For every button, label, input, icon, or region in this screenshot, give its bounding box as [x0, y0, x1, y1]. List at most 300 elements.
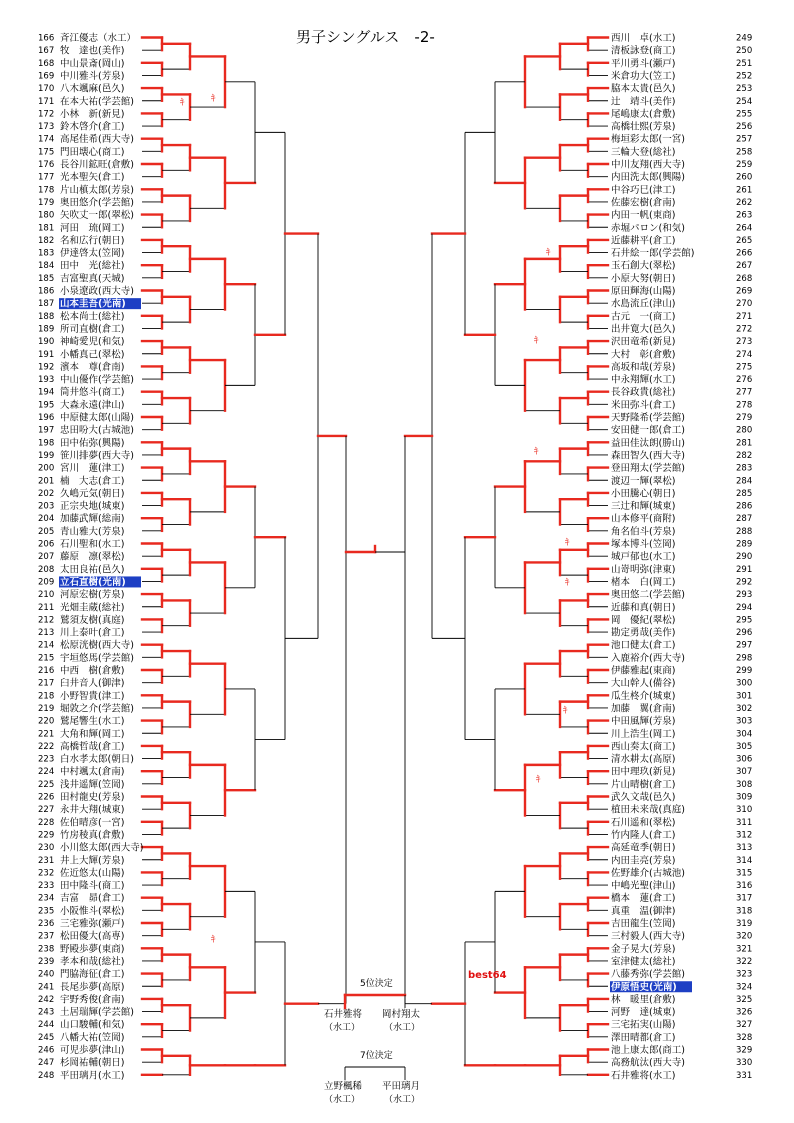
entry-number: 308: [736, 779, 753, 790]
player-name: 平田璃月(水工): [60, 1070, 125, 1082]
player-name: 登田翔太(学芸館): [611, 463, 685, 475]
entry-number: 260: [736, 172, 753, 183]
entry-number: 245: [38, 1032, 55, 1043]
entry-number: 282: [736, 450, 753, 461]
player-name: 山口駿輔(和気): [60, 1019, 125, 1031]
player-name: 八幡大祐(笠岡): [60, 1032, 125, 1044]
player-name: 筒井悠斗(商工): [60, 387, 125, 399]
entry-number: 327: [736, 1020, 753, 1031]
entry-number: 270: [736, 299, 753, 310]
entry-number: 257: [736, 134, 753, 145]
entry-number: 178: [38, 185, 55, 196]
entry-number: 217: [38, 678, 55, 689]
entry-number: 311: [736, 817, 753, 828]
player-name: 内田圭亮(芳泉): [611, 855, 676, 867]
player-name: 近藤和真(朝日): [611, 602, 676, 614]
entry-number: 231: [38, 855, 55, 866]
player-name: 可児歩夢(津山): [60, 1045, 125, 1056]
entry-number: 316: [736, 881, 753, 892]
player-name: 池口健太(倉工): [611, 640, 676, 652]
entry-number: 284: [736, 476, 753, 487]
entry-number: 175: [38, 147, 55, 158]
entry-number: 239: [38, 956, 55, 967]
player-name: 小野智貴(津工): [60, 690, 125, 702]
entry-number: 232: [38, 868, 55, 879]
entry-number: 216: [38, 666, 55, 676]
player-name: 孝本和哉(総社): [60, 956, 125, 968]
player-name: 高橋壮熙(芳泉): [611, 121, 676, 133]
player-name: 山本圭吾(光南): [60, 298, 126, 310]
player-name: 鷲須友樹(真庭): [60, 614, 125, 626]
player-name: 正宗央地(城東): [60, 501, 125, 513]
player-name: 西山奏太(商工): [611, 741, 676, 753]
seventh-right-name: 平田璃月: [382, 1081, 421, 1092]
entry-number: 294: [736, 602, 753, 613]
player-name: 田中理玖(新見): [611, 766, 676, 778]
player-name: 伊原悟史(光南): [611, 981, 677, 993]
entry-number: 173: [38, 122, 55, 133]
player-name: 斉江優志（水工）: [60, 33, 137, 44]
bracket-mark: ｷ: [565, 538, 570, 548]
entry-number: 203: [38, 501, 55, 512]
player-name: 西川 卓(水工): [611, 33, 676, 44]
entry-number: 322: [736, 956, 753, 967]
entry-number: 183: [38, 248, 55, 259]
fifth-place-match: [324, 977, 421, 1033]
player-name: 三村毅人(西大寺): [611, 931, 685, 943]
entry-number: 326: [736, 1007, 753, 1018]
entry-number: 286: [736, 501, 753, 512]
entry-number: 244: [38, 1020, 55, 1031]
player-name: 松田優大(高専): [60, 931, 125, 943]
entry-number: 324: [736, 982, 753, 993]
player-name: 中永翔輝(水工): [611, 374, 676, 386]
player-name: 宇野秀俊(倉南): [60, 994, 125, 1006]
entry-number: 318: [736, 906, 753, 917]
player-name: 松原洸樹(西大寺): [60, 640, 134, 652]
player-name: 中谷巧巳(津工): [611, 184, 676, 196]
player-name: 中山優作(学芸館): [60, 374, 134, 386]
entry-number: 213: [38, 628, 55, 639]
entry-number: 223: [38, 754, 55, 765]
player-name: 大山幹人(備谷): [611, 678, 676, 690]
entry-number: 276: [736, 375, 753, 386]
right-draw: [610, 32, 752, 1081]
player-name: 室津健太(総社): [611, 956, 676, 968]
player-name: 矢吹丈一郎(翠松): [60, 210, 134, 222]
entry-number: 198: [38, 438, 55, 449]
entry-number: 320: [736, 931, 753, 942]
player-name: 大角和輝(岡工): [60, 728, 125, 740]
entry-number: 309: [736, 792, 753, 803]
player-name: 伊藤雅起(東商): [611, 665, 676, 677]
player-name: 塚本博斗(笠岡): [611, 539, 676, 550]
entry-number: 206: [38, 539, 55, 550]
player-name: 内田洗太郎(興陽): [611, 172, 685, 184]
player-name: 浅井遥輝(笠岡): [60, 779, 125, 791]
player-name: 清板詠登(商工): [611, 45, 676, 57]
bracket-mark: ｷ: [546, 248, 551, 258]
player-name: 吉富聖真(天城): [60, 273, 125, 285]
player-name: 光本聖矢(倉工): [60, 172, 125, 184]
entry-number: 218: [38, 691, 55, 702]
entry-number: 268: [736, 273, 753, 284]
entry-number: 313: [736, 843, 753, 854]
entry-number: 220: [38, 716, 55, 727]
entry-number: 241: [38, 982, 55, 993]
player-name: 楮本 白(岡工): [611, 576, 676, 588]
entry-number: 272: [736, 324, 753, 335]
entry-number: 184: [38, 261, 55, 272]
player-name: 林 暖里(倉敷): [611, 994, 676, 1006]
bracket-mark: ｷ: [536, 775, 541, 785]
entry-number: 247: [38, 1058, 55, 1069]
player-name: 所司直樹(倉工): [60, 323, 125, 335]
entry-number: 293: [736, 590, 753, 601]
player-name: 名和広行(朝日): [60, 235, 125, 247]
player-name: 鷲尾響生(水工): [60, 716, 125, 728]
player-name: 田中隆斗(商工): [60, 880, 125, 892]
player-name: 武久文哉(邑久): [611, 792, 676, 803]
player-name: 古元 一(商工): [611, 311, 676, 323]
player-name: 赤堀パロン(和気): [611, 222, 685, 234]
player-name: 八木颯麻(邑久): [60, 83, 125, 95]
player-name: 奥田悠二(学芸館): [611, 589, 685, 601]
player-name: 川上浩生(岡工): [611, 728, 676, 740]
entry-number: 290: [736, 552, 753, 563]
entry-number: 171: [38, 96, 55, 107]
entry-number: 219: [38, 703, 55, 714]
entry-number: 234: [38, 893, 55, 904]
entry-number: 273: [736, 337, 753, 348]
entry-number: 281: [736, 438, 753, 449]
player-name: 安田健一郎(倉工): [611, 425, 685, 437]
player-name: 濱本 尊(倉南): [60, 361, 125, 373]
player-name: 米田弥斗(倉工): [611, 399, 676, 411]
entry-number: 267: [736, 261, 753, 272]
entry-number: 261: [736, 185, 753, 196]
player-name: 玉石創大(翠松): [611, 260, 676, 272]
player-name: 杉岡祐輔(朝日): [60, 1057, 125, 1069]
entry-number: 233: [38, 881, 55, 892]
entry-number: 328: [736, 1032, 753, 1043]
entry-number: 200: [38, 463, 55, 474]
player-name: 三宅拓実(山陽): [611, 1019, 676, 1031]
entry-number: 182: [38, 235, 55, 246]
player-name: 澤田晴都(倉工): [611, 1032, 676, 1044]
player-name: 高坂和哉(芳泉): [611, 361, 676, 373]
player-name: 青山雅大(芳泉): [60, 526, 125, 538]
player-name: 小原大努(朝日): [611, 273, 676, 285]
entry-number: 287: [736, 514, 753, 525]
entry-number: 256: [736, 122, 753, 133]
player-name: 佐近悠太(山陽): [60, 867, 125, 879]
entry-number: 312: [736, 830, 753, 841]
entry-number: 192: [38, 362, 55, 373]
entry-number: 330: [736, 1058, 753, 1069]
player-name: 光畑圭蔵(総社): [60, 602, 125, 614]
entry-number: 207: [38, 552, 55, 563]
entry-number: 237: [38, 931, 55, 942]
entry-number: 172: [38, 109, 55, 120]
entry-number: 246: [38, 1045, 55, 1056]
player-name: 加藤 翼(倉南): [611, 703, 676, 715]
entry-number: 236: [38, 919, 55, 929]
player-name: 金子晃大(芳泉): [611, 943, 676, 955]
player-name: 田中佑弥(興陽): [60, 437, 125, 449]
left-draw: [38, 32, 143, 1081]
entry-number: 301: [736, 691, 753, 702]
entry-number: 209: [38, 577, 55, 588]
entry-number: 169: [38, 71, 55, 82]
entry-number: 186: [38, 286, 55, 297]
player-name: 小泉遼政(西大寺): [60, 286, 134, 297]
player-name: 高尾佳希(西大寺): [60, 134, 134, 146]
player-name: 小阪惟斗(翠松): [60, 905, 125, 917]
entry-number: 321: [736, 944, 753, 955]
entry-number: 317: [736, 893, 753, 904]
entry-number: 298: [736, 653, 753, 664]
fifth-right-name: 岡村翔太: [382, 1009, 421, 1020]
player-name: 小川悠太郎(西大寺): [60, 842, 144, 854]
seventh-place-label: 7位決定: [360, 1051, 393, 1061]
entry-number: 331: [736, 1070, 753, 1081]
entry-number: 288: [736, 526, 753, 537]
player-name: 加藤武輝(総南): [60, 513, 125, 525]
bracket-mark: ｷ: [211, 935, 216, 945]
player-name: 石川聖和(水工): [60, 539, 125, 550]
entry-number: 208: [38, 564, 55, 575]
player-name: 尾嶋康太(倉敷): [611, 108, 676, 120]
entry-number: 314: [736, 855, 753, 866]
player-name: 中原健太郎(山陽): [60, 412, 134, 424]
player-name: 中西 樹(倉敷): [60, 665, 125, 677]
player-name: 入鹿裕介(西大寺): [611, 652, 685, 664]
entry-number: 226: [38, 792, 55, 803]
entry-number: 249: [736, 33, 753, 44]
entry-number: 228: [38, 817, 55, 828]
entry-number: 230: [38, 843, 55, 854]
entry-number: 299: [736, 666, 753, 676]
player-name: 在本大祐(学芸館): [60, 96, 134, 108]
player-name: 門脇海征(倉工): [60, 969, 125, 981]
entry-number: 289: [736, 539, 753, 550]
entry-number: 323: [736, 969, 753, 980]
bracket-mark: ｷ: [534, 336, 539, 346]
player-name: 河田 琉(岡工): [60, 222, 125, 234]
player-name: 梅垣彩太郎(一宮): [611, 134, 685, 146]
player-name: 河野 達(城東): [611, 1007, 676, 1019]
entry-number: 264: [736, 223, 753, 234]
player-name: 佐野雄介(古城池): [611, 867, 685, 879]
player-name: 片山槙太郎(芳泉): [60, 184, 134, 196]
player-name: 天野隆希(学芸館): [611, 412, 685, 424]
player-name: 宇垣悠馬(学芸館): [60, 652, 134, 664]
player-name: 田村龍史(芳泉): [60, 792, 125, 803]
bracket-mark: ｷ: [211, 94, 216, 104]
entry-number: 279: [736, 413, 753, 423]
player-name: 小田騰心(朝日): [611, 488, 676, 500]
player-name: 竹内隆人(倉工): [611, 829, 676, 841]
entry-number: 224: [38, 767, 55, 778]
player-name: 久嶋元気(朝日): [60, 488, 125, 500]
entry-number: 170: [38, 84, 55, 95]
player-name: 原田輝海(山陽): [611, 286, 676, 297]
entry-number: 229: [38, 830, 55, 841]
player-name: 沢田竜希(新見): [611, 336, 676, 348]
player-name: 川上泰叶(倉工): [60, 627, 125, 639]
entry-number: 280: [736, 425, 753, 436]
player-name: 忠田吩大(古城池): [60, 425, 134, 437]
player-name: 内田一帆(東商): [611, 210, 676, 222]
entry-number: 274: [736, 349, 753, 360]
entry-number: 292: [736, 577, 753, 588]
player-name: 辻 靖斗(美作): [611, 96, 676, 108]
entry-number: 303: [736, 716, 753, 727]
entry-number: 325: [736, 994, 753, 1005]
player-name: 吉田龍生(笠岡): [611, 918, 676, 930]
player-name: 立石直樹(光南): [60, 576, 126, 588]
player-name: 益田佳汰朗(勝山): [611, 437, 685, 449]
entry-number: 235: [38, 906, 55, 917]
entry-number: 265: [736, 235, 753, 246]
player-name: 松本尚士(総社): [60, 311, 125, 323]
player-name: 中山景斎(岡山): [60, 58, 125, 70]
player-name: 中嶋光聖(津山): [611, 880, 676, 892]
entry-number: 262: [736, 197, 753, 208]
entry-number: 278: [736, 400, 753, 411]
fifth-right-school: （水工）: [384, 1023, 421, 1033]
entry-number: 263: [736, 210, 753, 221]
entry-number: 296: [736, 628, 753, 639]
player-name: 井上大輝(芳泉): [60, 855, 125, 867]
entry-number: 300: [736, 678, 753, 689]
player-name: 三宅雅弥(瀬戸): [60, 918, 125, 930]
player-name: 勘定勇哉(美作): [611, 627, 676, 639]
entry-number: 202: [38, 488, 55, 499]
entry-number: 250: [736, 46, 753, 57]
player-name: 城戸郁也(水工): [611, 551, 676, 563]
entry-number: 275: [736, 362, 753, 373]
entry-number: 315: [736, 868, 753, 879]
player-name: 出井寛大(邑久): [611, 323, 676, 335]
entry-number: 269: [736, 286, 753, 297]
entry-number: 252: [736, 71, 753, 82]
entry-number: 302: [736, 703, 753, 714]
entry-number: 306: [736, 754, 753, 765]
player-name: 太田良祐(邑久): [60, 564, 125, 576]
entry-number: 177: [38, 172, 55, 183]
player-name: 河原宏樹(芳泉): [60, 589, 125, 601]
entry-number: 240: [38, 969, 55, 980]
entry-number: 242: [38, 994, 55, 1005]
best64-label: best64: [468, 970, 507, 981]
bracket-mark: ｷ: [565, 578, 570, 588]
entry-number: 167: [38, 46, 55, 57]
player-name: 山本修平(商附): [611, 513, 676, 525]
entry-number: 194: [38, 387, 55, 398]
player-name: 長谷政貴(総社): [611, 387, 676, 399]
entry-number: 305: [736, 741, 753, 752]
entry-number: 185: [38, 273, 55, 284]
player-name: 渡辺一輝(翠松): [611, 475, 676, 487]
player-name: 水島流丘(津山): [611, 298, 676, 310]
player-name: 高橋哲哉(倉工): [60, 741, 125, 753]
fifth-place-label: 5位決定: [360, 979, 393, 989]
seventh-right-school: （水工）: [384, 1095, 421, 1105]
player-name: 楠 大志(倉工): [60, 475, 125, 487]
player-name: 奥田悠介(学芸館): [60, 197, 134, 209]
player-name: 長尾歩夢(高原): [60, 981, 125, 993]
bracket-lines: [142, 38, 608, 1081]
entry-number: 295: [736, 615, 753, 626]
player-name: 清水耕太(高原): [611, 754, 676, 766]
player-name: 橋本 蓮(倉工): [611, 893, 676, 905]
entry-number: 181: [38, 223, 55, 234]
entry-number: 310: [736, 805, 753, 816]
entry-number: 174: [38, 134, 55, 145]
entry-number: 197: [38, 425, 55, 436]
entry-number: 283: [736, 463, 753, 474]
entry-number: 253: [736, 84, 753, 95]
player-name: 野殿歩夢(東商): [60, 943, 125, 955]
player-name: 岡 優紀(翠松): [611, 614, 676, 626]
player-name: 牧 達也(美作): [60, 45, 125, 57]
player-name: 中村颯太(倉南): [60, 766, 125, 778]
bracket-mark: ｷ: [563, 706, 568, 716]
entry-number: 307: [736, 767, 753, 778]
entry-number: 214: [38, 640, 55, 651]
player-name: 高務航汰(西大寺): [611, 1057, 685, 1069]
bracket-mark: ｷ: [180, 98, 185, 108]
entry-number: 205: [38, 526, 55, 537]
player-name: 真重 温(御津): [611, 905, 676, 917]
entry-number: 189: [38, 324, 55, 335]
player-name: 瓜生柊介(城東): [611, 690, 676, 702]
player-name: 大村 彰(倉敷): [611, 349, 676, 361]
bracket-mark: ｷ: [534, 447, 539, 457]
player-name: 長谷川鉱旺(倉敷): [60, 159, 134, 171]
entry-number: 204: [38, 514, 55, 525]
entry-number: 188: [38, 311, 55, 322]
player-name: 佐伯晴彦(一宮): [60, 817, 125, 829]
player-name: 石井絵一郎(学芸館): [611, 248, 695, 260]
player-name: 中川雅斗(芳泉): [60, 70, 125, 82]
entry-number: 271: [736, 311, 753, 322]
player-name: 森田智久(西大寺): [611, 450, 685, 462]
entry-number: 210: [38, 590, 55, 601]
entry-number: 179: [38, 197, 55, 208]
entry-number: 190: [38, 337, 55, 348]
entry-number: 255: [736, 109, 753, 120]
seventh-place-match: [324, 1049, 420, 1105]
player-name: 臼井音人(御津): [60, 678, 125, 690]
entry-number: 319: [736, 919, 753, 929]
player-name: 永井大翔(城東): [60, 804, 125, 816]
entry-number: 196: [38, 413, 55, 423]
seventh-left-name: 立野楓稀: [324, 1081, 363, 1092]
player-name: 鈴木啓介(倉工): [60, 121, 125, 133]
player-name: 片山晴樹(倉工): [611, 779, 676, 791]
entry-number: 248: [38, 1070, 55, 1081]
player-name: 小林 新(新見): [60, 108, 125, 120]
entry-number: 243: [38, 1007, 55, 1018]
entry-number: 201: [38, 476, 55, 487]
player-name: 宮川 蓮(津工): [60, 463, 125, 475]
player-name: 小幡真己(翠松): [60, 349, 125, 361]
entry-number: 266: [736, 248, 753, 259]
player-name: 竹房稜真(倉敷): [60, 829, 125, 841]
